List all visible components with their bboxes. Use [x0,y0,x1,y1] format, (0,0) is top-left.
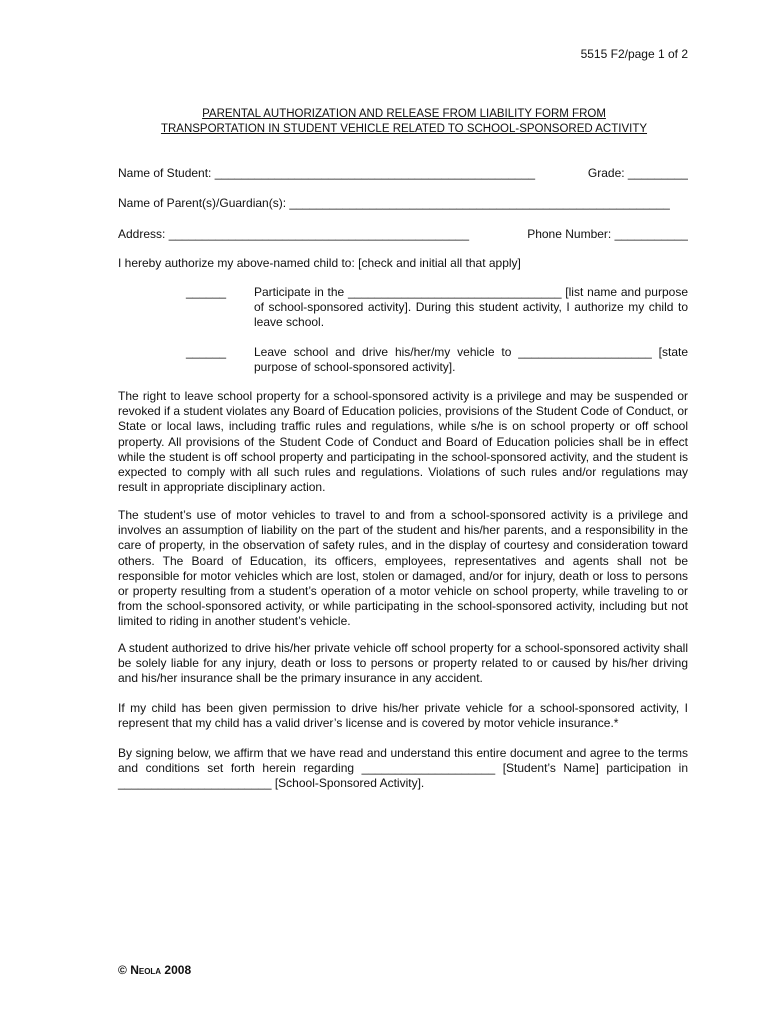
brand-name: Neola [130,963,162,977]
grade-field: Grade: _________ [587,166,688,180]
copyright-symbol: © [118,963,127,977]
privilege-paragraph: The right to leave school property for a school-sponsored activity is a privilege and may be suspended or revoked if a student violates any Board of Education policies, provisions of the Student Code of Conduct, or State or local laws, including traffic rules and regulations, while s/he is on school property or off school property. All provisions of the Student Code of Conduct and Board of Education policies shall be in effect while the student is off school property and participating in the school-sponsored activity, and the student is expected to comply with all such rules and regulations. Violations of such rules and/or regulations may result in appropriate disciplinary action. [118,389,688,495]
initial-blank: ______ [186,285,227,299]
signing-paragraph: By signing below, we affirm that we have read and understand this entire document and agree to the terms and conditions set forth herein regarding ____________________ [Student’s Name] participation in _______________________ [School-Sponsored Activity]. [118,746,688,791]
insurance-paragraph: If my child has been given permission to drive his/her private vehicle for a school-sponsored activity, I represent that my child has a valid driver’s license and is covered by motor vehicle insurance.* [118,701,688,731]
title-line-1: PARENTAL AUTHORIZATION AND RELEASE FROM LIABILITY FORM FROM [202,108,606,120]
student-liability-paragraph: A student authorized to drive his/her private vehicle off school property for a school-sponsored activity shall be solely liable for any injury, death or loss to persons or property related to or caused by his/her driving and his/her insurance shall be the primary insurance in any accident. [118,641,688,686]
phone-field: Phone Number: ___________ [527,227,688,241]
student-name-row [118,166,688,180]
address-row [118,227,688,241]
parent-name-row [118,196,688,210]
copyright-year: 2008 [164,963,192,977]
authorization-item-text: Participate in the ________________________________ [list name and purpose of school-sponsored activity]. During this student activity, I authorize my child to leave school. [254,285,688,329]
authorization-item [118,285,688,330]
initial-blank: ______ [186,345,227,359]
authorization-item-text: Leave school and drive his/her/my vehicle to ____________________ [state purpose of school-sponsored activity]. [254,345,688,374]
page-number: 5515 F2/page 1 of 2 [580,47,688,61]
form-title [118,107,690,137]
copyright-footer [118,963,191,977]
address-field: Address: _____________________________________________ [118,227,470,241]
title-line-2: TRANSPORTATION IN STUDENT VEHICLE RELATED TO SCHOOL-SPONSORED ACTIVITY [160,123,648,135]
student-name-field: Name of Student: ________________________________________________ [118,166,536,180]
authorization-item [118,345,688,375]
parent-name-field: Name of Parent(s)/Guardian(s): _________________________________________________________ [118,196,670,210]
liability-paragraph: The student’s use of motor vehicles to travel to and from a school-sponsored activity is a privilege and involves an assumption of liability on the part of the student and his/her parents, and a responsibility in the care of property, in the observation of safety rules, and in the display of courtesy and consideration toward others. The Board of Education, its officers, employees, representatives and agents shall not be responsible for motor vehicles which are lost, stolen or damaged, and/or for injury, death or loss to persons or property resulting from a student’s operation of a motor vehicle on school property, while traveling to or from the school-sponsored activity, or while participating in the school-sponsored activity, including but not limited to riding in another student’s vehicle. [118,508,688,629]
authorize-statement: I hereby authorize my above-named child to: [check and initial all that apply] [118,256,521,270]
